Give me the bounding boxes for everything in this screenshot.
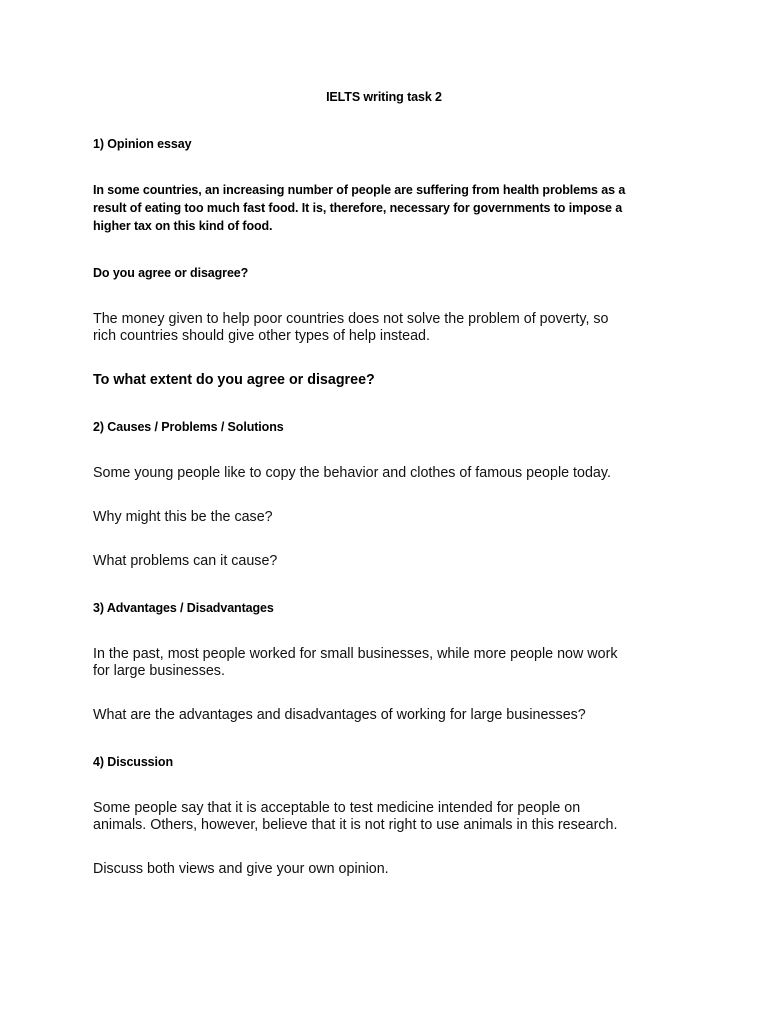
prompt-question: To what extent do you agree or disagree? xyxy=(93,372,375,388)
prompt-question: Why might this be the case? xyxy=(93,509,273,525)
document-title: IELTS writing task 2 xyxy=(326,90,442,104)
prompt-line: for large businesses. xyxy=(93,663,225,679)
section-heading-discussion: 4) Discussion xyxy=(93,755,173,769)
prompt-line: higher tax on this kind of food. xyxy=(93,219,273,233)
prompt-line: result of eating too much fast food. It is, therefore, necessary for governments to impose a xyxy=(93,201,623,215)
prompt-question: What problems can it cause? xyxy=(93,553,278,569)
prompt-question: What are the advantages and disadvantages of working for large businesses? xyxy=(93,707,586,723)
prompt-question: Discuss both views and give your own opinion. xyxy=(93,861,389,877)
section-heading-advantages-disadvantages: 3) Advantages / Disadvantages xyxy=(93,601,274,615)
prompt-line: In the past, most people worked for small businesses, while more people now work xyxy=(93,646,618,662)
prompt-line: animals. Others, however, believe that it is not right to use animals in this research. xyxy=(93,817,618,833)
prompt-line: Some young people like to copy the behavior and clothes of famous people today. xyxy=(93,465,611,481)
prompt-question: Do you agree or disagree? xyxy=(93,266,249,280)
section-heading-opinion-essay: 1) Opinion essay xyxy=(93,137,192,151)
section-heading-causes-problems-solutions: 2) Causes / Problems / Solutions xyxy=(93,420,284,434)
prompt-line: In some countries, an increasing number of people are suffering from health problems as a xyxy=(93,183,626,197)
prompt-line: rich countries should give other types of help instead. xyxy=(93,328,430,344)
prompt-line: The money given to help poor countries does not solve the problem of poverty, so xyxy=(93,311,609,327)
prompt-line: Some people say that it is acceptable to test medicine intended for people on xyxy=(93,800,581,816)
